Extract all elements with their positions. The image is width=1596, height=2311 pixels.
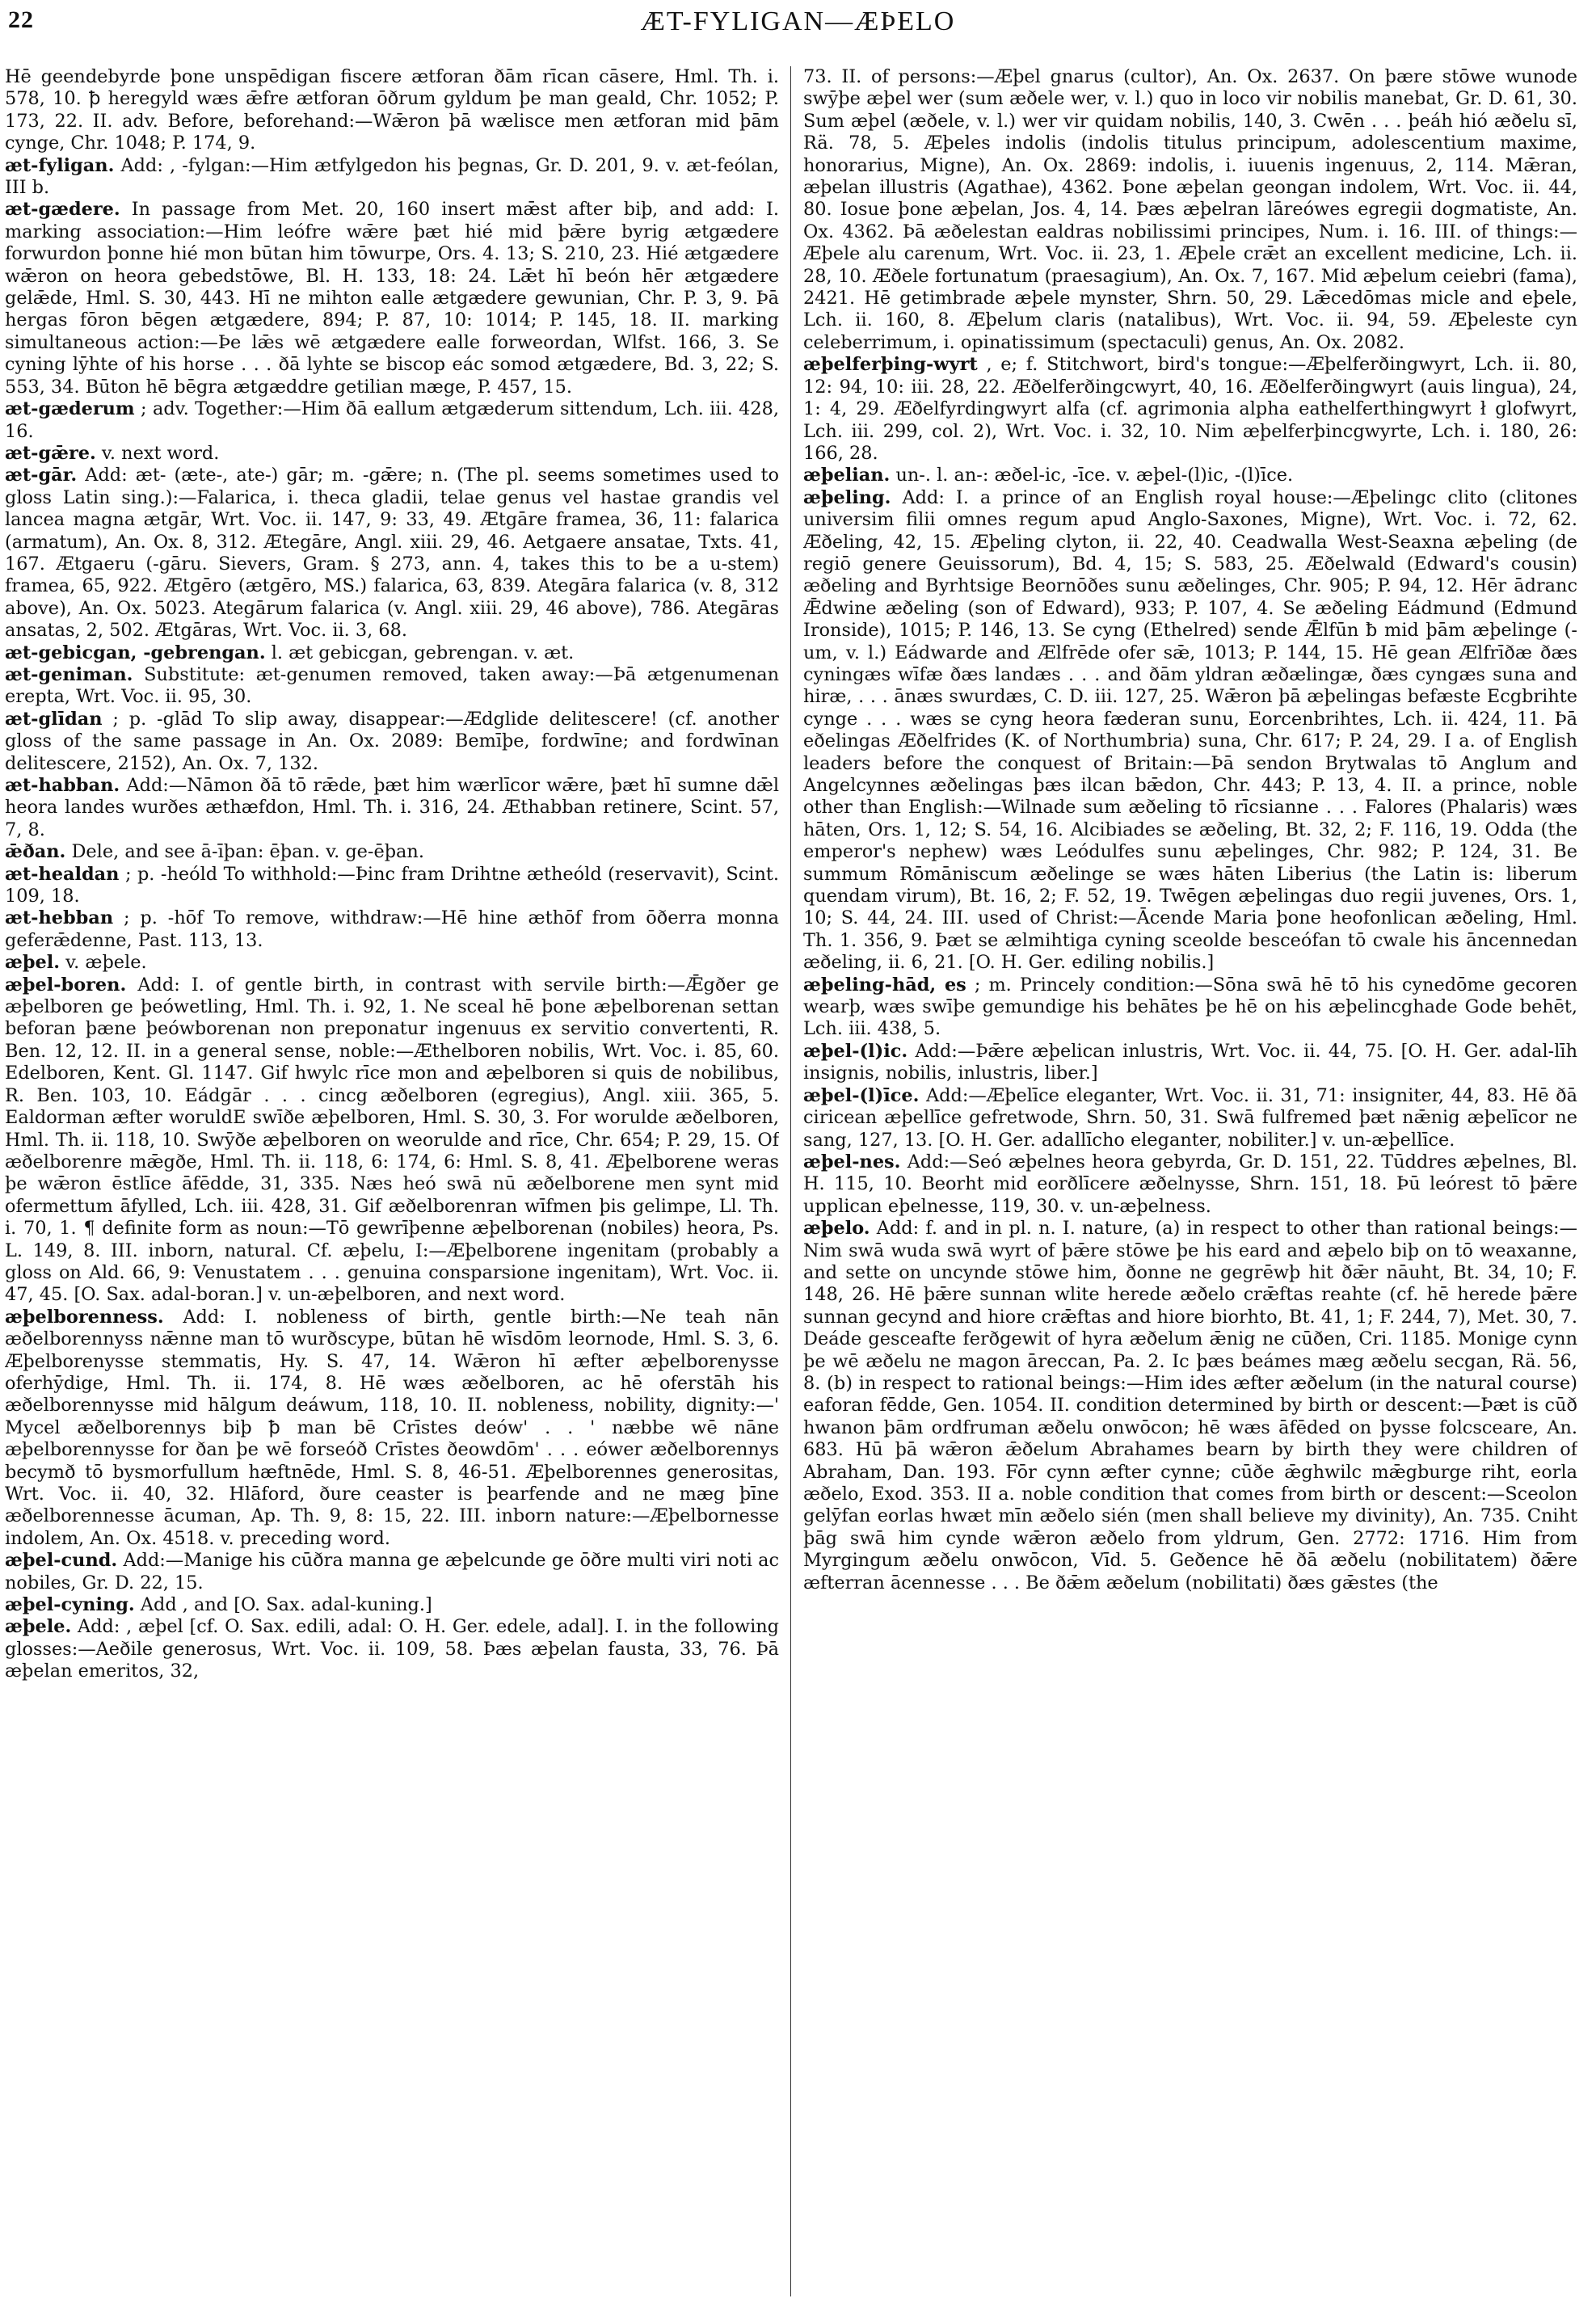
- entry-text: v. æþele.: [65, 952, 147, 974]
- entry-headword: æþeling.: [803, 486, 891, 508]
- dictionary-entry: [5, 155, 779, 200]
- dictionary-entry: [5, 775, 779, 841]
- dictionary-entry: [5, 1550, 779, 1594]
- entry-text: v. next word.: [101, 442, 220, 464]
- entry-headword: æþelian.: [803, 465, 891, 486]
- entry-text: l. æt gebicgan, gebrengan. v. æt.: [271, 642, 575, 663]
- entry-text: Add:—Seó æþelnes heora gebyrda, Gr. D. 151, 22. Tūddres æþelnes, Bl. H. 115, 10. Beorht mid eorðlīcere æðelnysse, Shrn. 151, 18. Þū leórest tō þǣre upplican eþelnesse, 119, 30. v. un-æþelness.: [803, 1151, 1577, 1217]
- entry-headword: æþel-(l)ic.: [803, 1040, 908, 1062]
- entry-text: 73. II. of persons:—Æþel gnarus (cultor), An. Ox. 2637. On þære stōwe wunode swȳþe æþel wer (sum æðele wer, v. l.) quo in loco vir nobilis manebat, Gr. D. 61, 30. Sum æþel (æðele, v. l.) wer vir quidam nobilis, 140, 3. Cwēn . . . þeáh hió æðelu sī, Rä. 78, 5. Æþeles indolis (indolis titulus principum, adolescentium maxime, honorarius, Migne), An. Ox. 2869: indolis, i. iuuenis ingenuus, 2, 114. Mǣran, æþelan illustris (Agathae), 4362. Þone æþelan geongan indolem, Wrt. Voc. ii. 44, 80. Iosue þone æþelan, Jos. 4, 14. Þæs æþelran lāreówes egregii dogmatiste, An. Ox. 4362. Þā æðelestan ealdras nobilissimi principes, Num. i. 16. III. of things:—Æþele alu carenum, Wrt. Voc. ii. 23, 1. Æþele crǣt an excellent medicine, Lch. ii. 28, 10. Æðele fortunatum (praesagium), An. Ox. 7, 167. Mid æþelum ceiebri (fama), 2421. Hē getimbrade æþele mynster, Shrn. 50, 29. Lǣcedōmas micle and eþele, Lch. ii. 160, 8. Æþelum claris (natalibus), Wrt. Voc. ii. 94, 59. Æþeleste cyn celeberrimum, i. opinatissimum (spectaculi) genus, An. Ox. 2082.: [803, 66, 1577, 353]
- entry-text: Add: I. a prince of an English royal house:—Æþelingc clito (clitones universim filii omnes regum apud Anglo-Saxones, Migne), Wrt. Voc. i. 72, 62. Æðeling, 42, 15. Æþeling clyton, ii. 22, 40. Ceadwalla West-Seaxna æþeling (de regiō genere Geuissorum), Bd. 4, 15; S. 583, 25. Æðelwald (Edward's cousin) æðeling and Byrhtsige Beornōðes sunu æðelinges, Chr. 905; P. 94, 12. Hēr ādranc Ǣdwine æðeling (son of Edward), 933; P. 107, 4. Se æðeling Eádmund (Edmund Ironside), 1015; P. 146, 13. Se cyng (Ethelred) sende Ǣlfūn ƀ mid þām æþelinge (-um, v. l.) Eádwarde and Ælfrēde ofer sǣ, 1013; P. 144, 15. Hē gean Ælfrīðæ ðæs cyningæs wīfæ ðæs landæs . . . and ðām yldran æðælingæ, ðæs cyngæs suna and hiræ, . . . ānæs swurdæs, C. D. iii. 127, 25. Wǣron þā æþelingas befæste Ecgbrihte cynge . . . wæs se cyng heora fæderan sunu, Eorcenbrihtes, Lch. ii. 424, 11. Þā eðelingas Æðelfrides (K. of Northumbria) suna, Chr. 617; P. 24, 29. I a. of English leaders before the conquest of Britain:—Þā sendon Brytwalas tō Anglum and Angelcynnes æðelingas þæs ilcan bǣdon, Chr. 443; P. 13, 4. II. a prince, noble other than English:—Wilnade sum æðeling tō rīcsianne . . . Falores (Phalaris) wæs hāten, Ors. 1, 12; S. 54, 16. Alcibiades se æðeling, Bt. 32, 2; F. 116, 19. Odda (the emperor's nephew) wæs Leódulfes sunu æþelinges, Chr. 982; P. 124, 31. Be summum Rōmāniscum æðelinge se wæs hāten Liberius (the Latin is: liberum quendam virum), Bt. 16, 2; F. 52, 19. Twēgen æþelingas duo regii juvenes, Ors. 1, 10; S. 44, 24. III. used of Christ:—Ācende Maria þone heofonlican æðeling, Hml. Th. 1. 356, 9. Þæt se ælmihtiga cyning sceolde besceófan tō cwale his āncennedan æðeling, ii. 6, 21. [O. H. Ger. ediling nobilis.]: [803, 486, 1577, 974]
- entry-headword: æt-gædere.: [5, 199, 120, 221]
- entry-headword: æt-gæderum: [5, 398, 135, 420]
- entry-text: Add:—Nāmon ðā tō rǣde, þæt him wærlīcor wǣre, þæt hī sumne dǣl heora landes wurðes æthæfdon, Hml. Th. i. 316, 24. Æthabban retinere, Scint. 57, 7, 8.: [5, 775, 779, 840]
- dictionary-entry: [5, 66, 779, 155]
- dictionary-entry: [5, 709, 779, 775]
- dictionary-entry: [5, 443, 779, 465]
- dictionary-entry: [803, 1041, 1577, 1085]
- page-number: 22: [8, 6, 34, 33]
- dictionary-entry: [803, 487, 1577, 974]
- dictionary-entry: [803, 1151, 1577, 1218]
- entry-text: Add: , æþel [cf. O. Sax. edili, adal: O. H. Ger. edele, adal]. I. in the following glosses:—Aeðile generosus, Wrt. Voc. ii. 109, 58. Þæs æþelan fausta, 33, 76. Þā æþelan emeritos, 32,: [5, 1616, 779, 1682]
- entry-text: Add , and [O. Sax. adal-kuning.]: [140, 1594, 432, 1616]
- entry-headword: æþeling-hād, es: [803, 974, 966, 996]
- entry-text: Add:—Þǣre æþelican inlustris, Wrt. Voc. ii. 44, 75. [O. H. Ger. adal-līh insignis, nobilis, inlustris, liber.]: [803, 1040, 1577, 1084]
- entry-headword: æt-geniman.: [5, 663, 133, 685]
- entry-text: ; p. -hōf To remove, withdraw:—Hē hine æthōf from ōðerra monna geferǣdenne, Past. 113, 13.: [5, 907, 779, 951]
- entry-headword: æþel-nes.: [803, 1151, 901, 1172]
- dictionary-entry: [803, 974, 1577, 1041]
- entry-text: Add: I. nobleness of birth, gentle birth:—Ne teah nān æðelborennyss nǣnne man tō wurðscype, būtan hē wīsdōm leornode, Hml. S. 3, 6. Æþelborenysse stemmatis, Hy. S. 47, 14. Wǣron hī æfter æþelborenysse oferhȳdige, Hml. Th. ii. 174, 8. Hē wæs æðelboren, ac hē oferstāh his æðelborennysse mid hālgum deáwum, 118, 10. II. nobleness, nobility, dignity:—' Mycel æðelborennys biþ ꝥ man bē Crīstes deów' . . ' næbbe wē nāne æþelborennysse for ðan þe wē forseóð Crīstes ðeowdōm' . . . eówer æðelborennys becymð tō bysmorfullum hæftnēde, Hml. S. 8, 46-51. Æþelborennes generositas, Wrt. Voc. ii. 40, 32. Hlāford, ðure ceaster is þearfende and ne mæg þīne æðelborennesse ācuman, Ap. Th. 9, 8: 15, 22. III. inborn nature:—Æþelbornesse indolem, An. Ox. 4518. v. preceding word.: [5, 1306, 779, 1549]
- entry-text: Hē geendebyrde þone unspēdigan fiscere ætforan ðām rīcan cāsere, Hml. Th. i. 578, 10. ꝥ heregyld wæs ǣfre ætforan ōðrum gyldum þe man geald, Chr. 1052; P. 173, 22. II. adv. Before, beforehand:—Wǣron þā wælisce men ætforan mid þām cynge, Chr. 1048; P. 174, 9.: [5, 66, 779, 154]
- entry-text: un-. l. an-: æðel-ic, -īce. v. æþel-(l)ic, -(l)īce.: [895, 465, 1294, 486]
- entry-text: Add: f. and in pl. n. I. nature, (a) in respect to other than rational beings:—Nim swā wuda swā wyrt of þǣre stōwe þe his eard and æþelo biþ on tō weaxanne, and sette on uncynde stōwe him, ðonne ne gegrēwþ hit ðǣr nāuht, Bt. 34, 10; F. 148, 26. Hē þǣre sunnan wlite herede æðelo crǣftas reahte (cf. hē herede þǣre sunnan gecynd and hiore crǣftas and hiore biorhto, Bt. 41, 1; F. 244, 7), Met. 30, 7. Deáde gesceafte ferðgewit of hyra æðelum ǣnig ne cūðen, Cri. 1185. Monige cynn þe wē æðelu ne magon āreccan, Pa. 2. Ic þæs beámes mæg æðelu secgan, Rä. 56, 8. (b) in respect to rational beings:—Him ides æfter æðelum (in the natural course) eaforan fēdde, Gen. 1054. II. condition determined by birth or descent:—Þæt is cūð hwanon þām ordfruman æðelu onwōcon; hē wæs āfēded on þysse folcsceare, An. 683. Hū þā wǣron ǣðelum Abrahames bearn by birth they were children of Abraham, Dan. 193. Fōr cynn æfter cynne; cūðe ǣghwilc mǣgburge riht, eorla æðelo, Exod. 353. II a. noble condition that comes from birth or descent:—Sceolon gelȳfan eorlas hwæt mīn æðelo sién (men shall believe my divinity), An. 735. Cniht þāg swā him cynde wǣron æðelo from yldrum, Gen. 2772: 1716. Him from Myrgingum æðelu onwōcon, Vīd. 5. Geðence hē ðā æðelu (nobilitatem) ðǣre æfterran ācennesse . . . Be ðǣm æðelum (nobilitati) ðæs gǣstes (the: [803, 1218, 1577, 1593]
- entry-headword: æt-gār.: [5, 465, 78, 486]
- entry-headword: æþel.: [5, 952, 61, 974]
- entry-headword: æt-habban.: [5, 775, 120, 796]
- entry-text: Add: , -fylgan:—Him ætfylgedon his þegnas, Gr. D. 201, 9. v. æt-feólan, III b.: [5, 154, 779, 199]
- dictionary-entry: [5, 974, 779, 1307]
- entry-text: Add: I. of gentle birth, in contrast with servile birth:—Ǣgðer ge æþelboren ge þeówetling, Hml. Th. i. 92, 1. Ne sceal hē þone æþelborenan settan beforan þæne þeówborenan non preponatur ingenuus ex servitio convertenti, R. Ben. 12, 12. II. in a general sense, noble:—Æthelboren nobilis, Wrt. Voc. i. 85, 60. Edelboren, Kent. Gl. 1147. Gif hwylc rīce mon and æþelboren si quis de nobilibus, R. Ben. 103, 10. Eádgār . . . cincg æðelboren (egregius), Angl. xiii. 365, 5. Ealdorman æfter woruldE swīðe æþelboren, Hml. S. 30, 3. For worulde æðelboren, Hml. Th. ii. 118, 10. Swȳðe æþelboren on weorulde and rīce, Chr. 654; P. 29, 15. Of æðelborenre mǣgðe, Hml. Th. ii. 118, 6: 174, 6: Hml. S. 8, 41. Æþelborene weras þe wǣron ēstlīce āfēdde, 31, 335. Næs heó swā nū æðelborene men synt mid ofermettum āfylled, Lch. iii. 428, 31. Gif æðelborenran wīfmen þis gelimpe, Ll. Th. i. 70, 1. ¶ definite form as noun:—Tō gewrīþenne æþelborenan (nobiles) heora, Ps. L. 149, 8. III. inborn, natural. Cf. æþelu, I:—Æþelborene ingenitam (probably a gloss on Ald. 66, 9: Venustatem . . . genuina consparsione ingenitam), Wrt. Voc. ii. 47, 45. [O. Sax. adal-boran.] v. un-æþelboren, and next word.: [5, 974, 779, 1306]
- entry-text: , e; f. Stitchwort, bird's tongue:—Æþelferðingwyrt, Lch. ii. 80, 12: 94, 10: iii. 28, 22. Æðelferðingcwyrt, 40, 16. Æðelferðingwyrt (auis lingua), 24, 1: 4, 29. Æðelfyrdingwyrt alfa (cf. agrimonia alpha eathelferthingwyrt ł glofwyrt, Lch. iii. 299, col. 2), Wrt. Voc. i. 32, 10. Nim æþelferþincgwyrte, Lch. i. 180, 26: 166, 28.: [803, 354, 1577, 464]
- dictionary-entry: [5, 465, 779, 642]
- entry-headword: æt-gǣre.: [5, 442, 96, 464]
- dictionary-entry: [5, 864, 779, 908]
- entry-text: ; adv. Together:—Him ðā eallum ætgæderum sittendum, Lch. iii. 428, 16.: [5, 398, 779, 442]
- entry-headword: æþel-(l)īce.: [803, 1084, 920, 1106]
- entry-headword: æþel-boren.: [5, 974, 127, 996]
- entry-headword: æþel-cyning.: [5, 1594, 135, 1616]
- entry-text: Substitute: æt-genumen removed, taken away:—Þā ætgenumenan erepta, Wrt. Voc. ii. 95, 30.: [5, 663, 779, 708]
- dictionary-entry: [5, 642, 779, 664]
- entry-headword: æt-gebicgan, -gebrengan.: [5, 642, 266, 663]
- dictionary-entry: [803, 354, 1577, 465]
- entry-headword: æt-healdan: [5, 863, 120, 885]
- dictionary-entry: [5, 841, 779, 863]
- dictionary-entry: [803, 1085, 1577, 1151]
- entry-text: ; p. -glād To slip away, disappear:—Ædglide delitescere! (cf. another gloss of the same passage in An. Ox. 2089: Bemīþe, fordwīne; and fordwīnan delitescere, 2152), An. Ox. 7, 132.: [5, 708, 779, 774]
- entry-headword: æþelferþing-wyrt: [803, 354, 978, 376]
- entry-headword: æt-hebban: [5, 907, 114, 929]
- entry-text: ; m. Princely condition:—Sōna swā hē tō his cynedōme gecoren wearþ, wæs swīþe gemundige his behātes þe hē on his æþelincghade Gode behēt, Lch. iii. 438, 5.: [803, 974, 1577, 1040]
- dictionary-entry: [803, 465, 1577, 486]
- left-column: [5, 66, 779, 2296]
- entry-text: ; p. -heóld To withhold:—Þinc fram Drihtne ætheóld (reservavit), Scint. 109, 18.: [5, 863, 779, 907]
- page-header: [0, 0, 1596, 58]
- running-head: ÆT-FYLIGAN—ÆÞELO: [640, 6, 956, 36]
- dictionary-entry: [5, 1307, 779, 1550]
- entry-headword: æþelborenness.: [5, 1306, 164, 1328]
- entry-headword: æt-glīdan: [5, 708, 103, 730]
- entry-headword: æþel-cund.: [5, 1550, 118, 1572]
- entry-headword: æþele.: [5, 1616, 72, 1638]
- entry-text: In passage from Met. 20, 160 insert mǣst after biþ, and add: I. marking association:—Him leófre wǣre þæt hié mid þǣre byrig ætgædere forwurdon þonne hié mon būtan him tōwurpe, Ors. 4. 13; S. 210, 23. Hié ætgædere wǣron on heora gebedstōwe, Bl. H. 133, 18: 24. Lǣt hī beón hēr ætgædere gelǣde, Hml. S. 30, 443. Hī ne mihton ealle ætgædere gewunian, Chr. P. 3, 9. Þā hergas fōron bēgen ætgædere, 894; P. 87, 10: 1014; P. 145, 18. II. marking simultaneous action:—Þe lǣs wē ætgædere ealle forweordan, Wlfst. 166, 3. Se cyning lȳhte of his horse . . . ðā lyhte se biscop eác somod ætgædere, Bd. 3, 22; S. 553, 34. Būton hē bēgra ætgæddre getilian mæge, P. 457, 15.: [5, 199, 779, 398]
- entry-headword: æþelo.: [803, 1218, 870, 1240]
- column-divider: [790, 66, 791, 2296]
- columns: [0, 66, 1596, 2296]
- dictionary-entry: [5, 664, 779, 709]
- entry-text: Add:—Æþelīce eleganter, Wrt. Voc. ii. 31, 71: insigniter, 44, 83. Hē ðā ciricean æþellīce gefretwode, Shrn. 50, 31. Swā fulfremed þæt nǣnig æþelīcor ne sang, 127, 13. [O. H. Ger. adallīcho eleganter, nobiliter.] v. un-æþellīce.: [803, 1084, 1577, 1151]
- dictionary-entry: [803, 1218, 1577, 1594]
- dictionary-entry: [803, 66, 1577, 354]
- dictionary-entry: [5, 1594, 779, 1616]
- right-column: [803, 66, 1577, 2296]
- entry-text: Dele, and see ā-īþan: ēþan. v. ge-ēþan.: [71, 841, 424, 863]
- entry-text: Add:—Manige his cūðra manna ge æþelcunde ge ōðre multi viri noti ac nobiles, Gr. D. 22, 15.: [5, 1550, 779, 1593]
- entry-text: Add: æt- (æte-, ate-) gār; m. -gǣre; n. (The pl. seems sometimes used to gloss Latin sing.):—Falarica, i. theca gladii, telae genus vel hastae grandis vel lancea magna ætgār, Wrt. Voc. ii. 147, 9: 33, 49. Ætgāre framea, 36, 11: falarica (armatum), An. Ox. 8, 312. Ætegāre, Angl. xiii. 29, 46. Aetgaere ansatae, Txts. 41, 167. Ætgaeru (-gāru. Sievers, Gram. § 273, ann. 4, takes this to be a u-stem) framea, 65, 922. Ætgēro (ætgēro, MS.) falarica, 63, 839. Ategāra falarica (v. 8, 312 above), An. Ox. 5023. Ategārum falarica (v. Angl. xiii. 29, 46 above), 786. Ategāras ansatas, 2, 502. Ætgāras, Wrt. Voc. ii. 3, 68.: [5, 465, 779, 642]
- entry-headword: æt-fyligan.: [5, 154, 115, 176]
- dictionary-entry: [5, 952, 779, 974]
- entry-headword: ǣðan.: [5, 841, 66, 863]
- dictionary-entry: [5, 398, 779, 443]
- dictionary-entry: [5, 199, 779, 398]
- dictionary-entry: [5, 1616, 779, 1682]
- dictionary-entry: [5, 907, 779, 952]
